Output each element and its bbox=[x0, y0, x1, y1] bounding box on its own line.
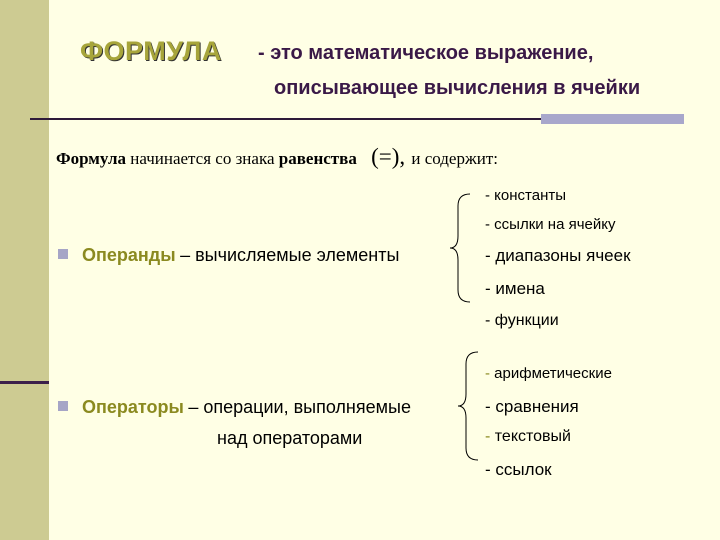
operand-item-functions: - функции bbox=[485, 312, 559, 329]
equals-symbol: (=), bbox=[371, 144, 406, 169]
operators-brace-icon bbox=[456, 350, 486, 462]
intro-term: Формула bbox=[56, 149, 126, 168]
bullet-square-icon bbox=[58, 249, 68, 259]
title-divider-accent bbox=[541, 114, 684, 124]
left-decorative-band bbox=[0, 0, 49, 540]
operator-item-text: - текстовый bbox=[485, 428, 571, 445]
operands-description: – вычисляемые элементы bbox=[180, 245, 400, 265]
bullet-square-icon bbox=[58, 401, 68, 411]
band-divider bbox=[0, 381, 49, 384]
intro-emphasis: равенства bbox=[278, 149, 357, 168]
operator-item-comparison: - сравнения bbox=[485, 397, 579, 416]
intro-sentence bbox=[56, 144, 498, 170]
intro-text2: и содержит: bbox=[411, 149, 498, 168]
operand-item-cell-reference: - ссылки на ячейку bbox=[485, 216, 616, 233]
operators-description: – операции, выполняемые bbox=[188, 397, 411, 417]
operator-item-reference: - ссылок bbox=[485, 460, 552, 479]
operators-description-line2: над операторами bbox=[217, 428, 363, 448]
operands-bullet bbox=[58, 245, 399, 266]
operands-term: Операнды bbox=[82, 245, 176, 265]
title-definition-line2: описывающее вычисления в ячейки bbox=[274, 77, 641, 99]
slide-title: ФОРМУЛА bbox=[80, 36, 222, 66]
intro-text1: начинается со знака bbox=[130, 149, 275, 168]
operators-term: Операторы bbox=[82, 397, 184, 417]
operand-item-constants: - константы bbox=[485, 187, 566, 204]
operators-bullet bbox=[58, 397, 411, 418]
operator-item-arithmetic: - арифметические bbox=[485, 365, 612, 382]
operands-brace-icon bbox=[448, 192, 478, 304]
operand-item-names: - имена bbox=[485, 279, 545, 298]
title-definition-line1: - это математическое выражение, bbox=[258, 42, 594, 64]
operand-item-cell-ranges: - диапазоны ячеек bbox=[485, 246, 631, 265]
